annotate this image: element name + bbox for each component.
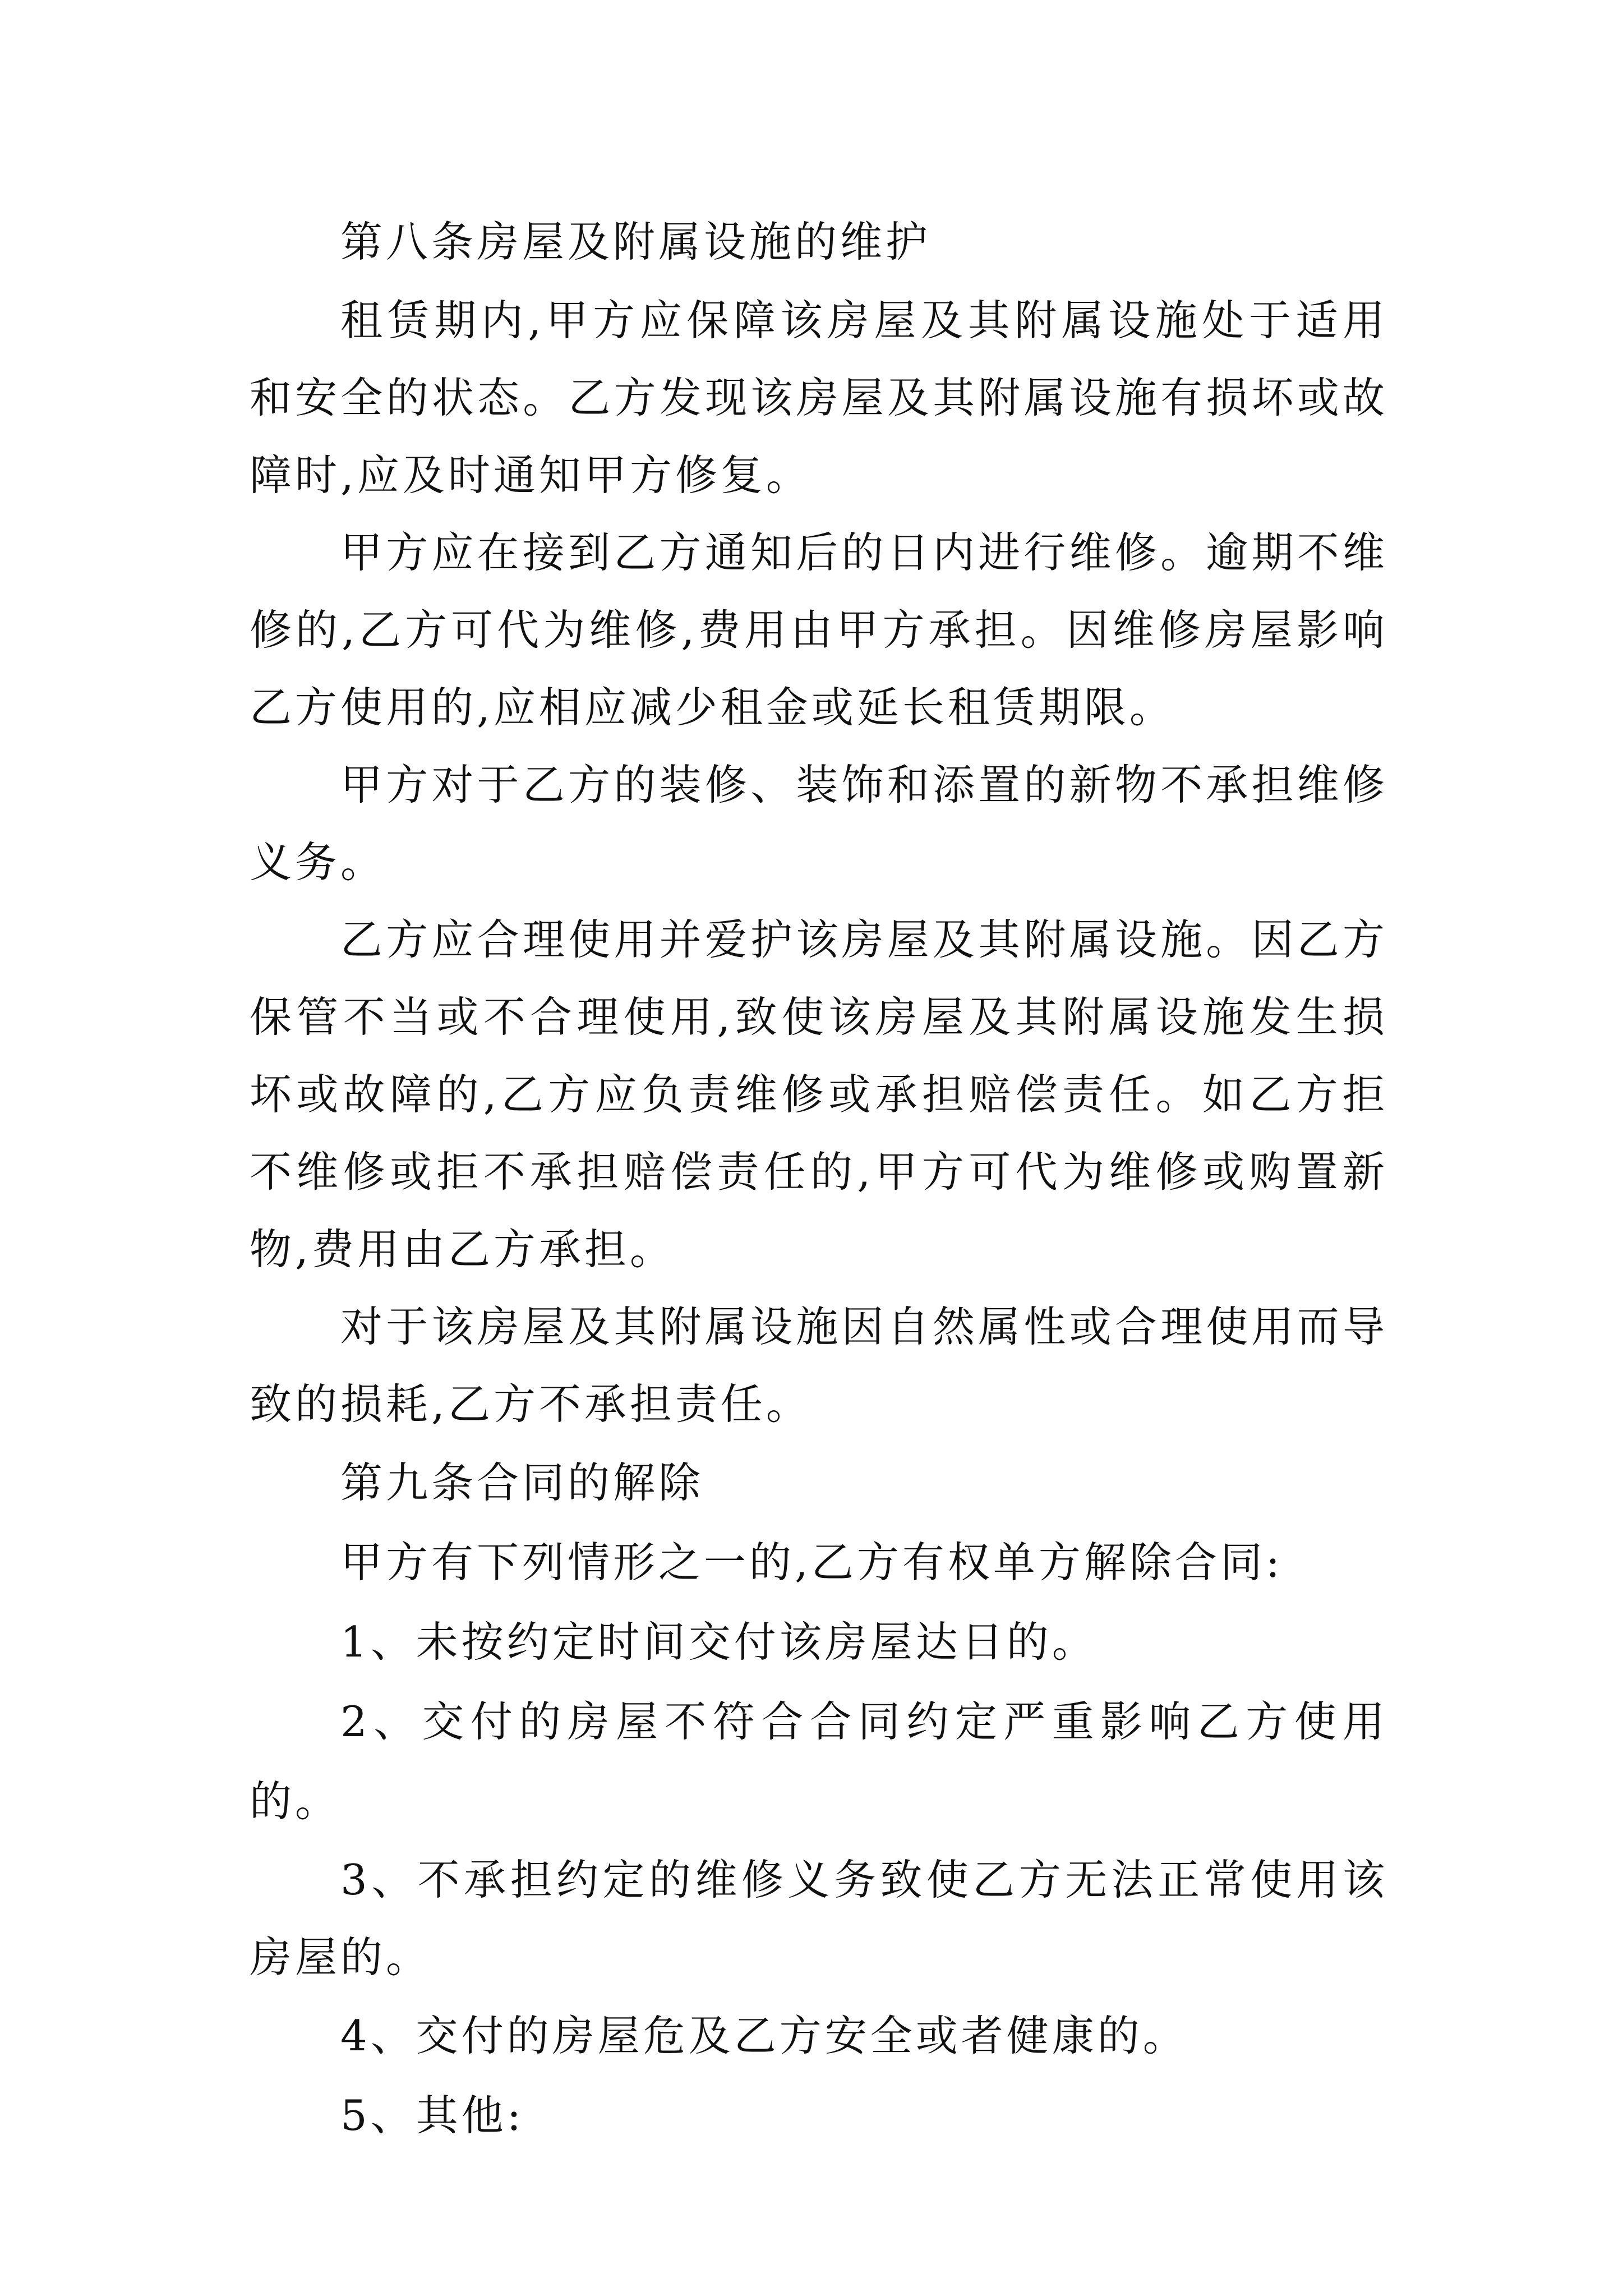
paragraph-repair-deadline: 甲方应在接到乙方通知后的日内进行维修。逾期不维修的,乙方可代为维修,费用由甲方承担。因维修房屋影响乙方使用的,应相应减少租金或延长租赁期限。: [250, 528, 1388, 732]
paragraph-tenant-care: 乙方应合理使用并爱护该房屋及其附属设施。因乙方保管不当或不合理使用,致使该房屋及其附属设施发生损坏或故障的,乙方应负责维修或承担赔偿责任。如乙方拒不维修或拒不承担赔偿责任的,甲方可代为维修或购置新物,费用由乙方承担。: [250, 915, 1388, 1274]
paragraph-decoration-exemption: 甲方对于乙方的装修、装饰和添置的新物不承担维修义务。: [250, 760, 1388, 887]
list-item-2: 2、交付的房屋不符合合同约定严重影响乙方使用的。: [250, 1697, 1388, 1826]
list-item-4: 4、交付的房屋危及乙方安全或者健康的。: [340, 2011, 1188, 2060]
section-heading-article-8: 第八条房屋及附属设施的维护: [340, 217, 932, 266]
section-heading-article-9: 第九条合同的解除: [340, 1458, 704, 1507]
paragraph-maintenance-duty: 租赁期内,甲方应保障该房屋及其附属设施处于适用和安全的状态。乙方发现该房屋及其附属设施有损坏或故障时,应及时通知甲方修复。: [250, 296, 1388, 500]
list-item-1: 1、未按约定时间交付该房屋达日的。: [340, 1617, 1098, 1667]
paragraph-natural-wear: 对于该房屋及其附属设施因自然属性或合理使用而导致的损耗,乙方不承担责任。: [250, 1302, 1388, 1429]
paragraph-termination-intro: 甲方有下列情形之一的,乙方有权单方解除合同:: [340, 1538, 1284, 1587]
list-item-5: 5、其他:: [340, 2091, 524, 2140]
list-item-3: 3、不承担约定的维修义务致使乙方无法正常使用该房屋的。: [250, 1855, 1388, 1982]
document-body: [250, 202, 1388, 2155]
